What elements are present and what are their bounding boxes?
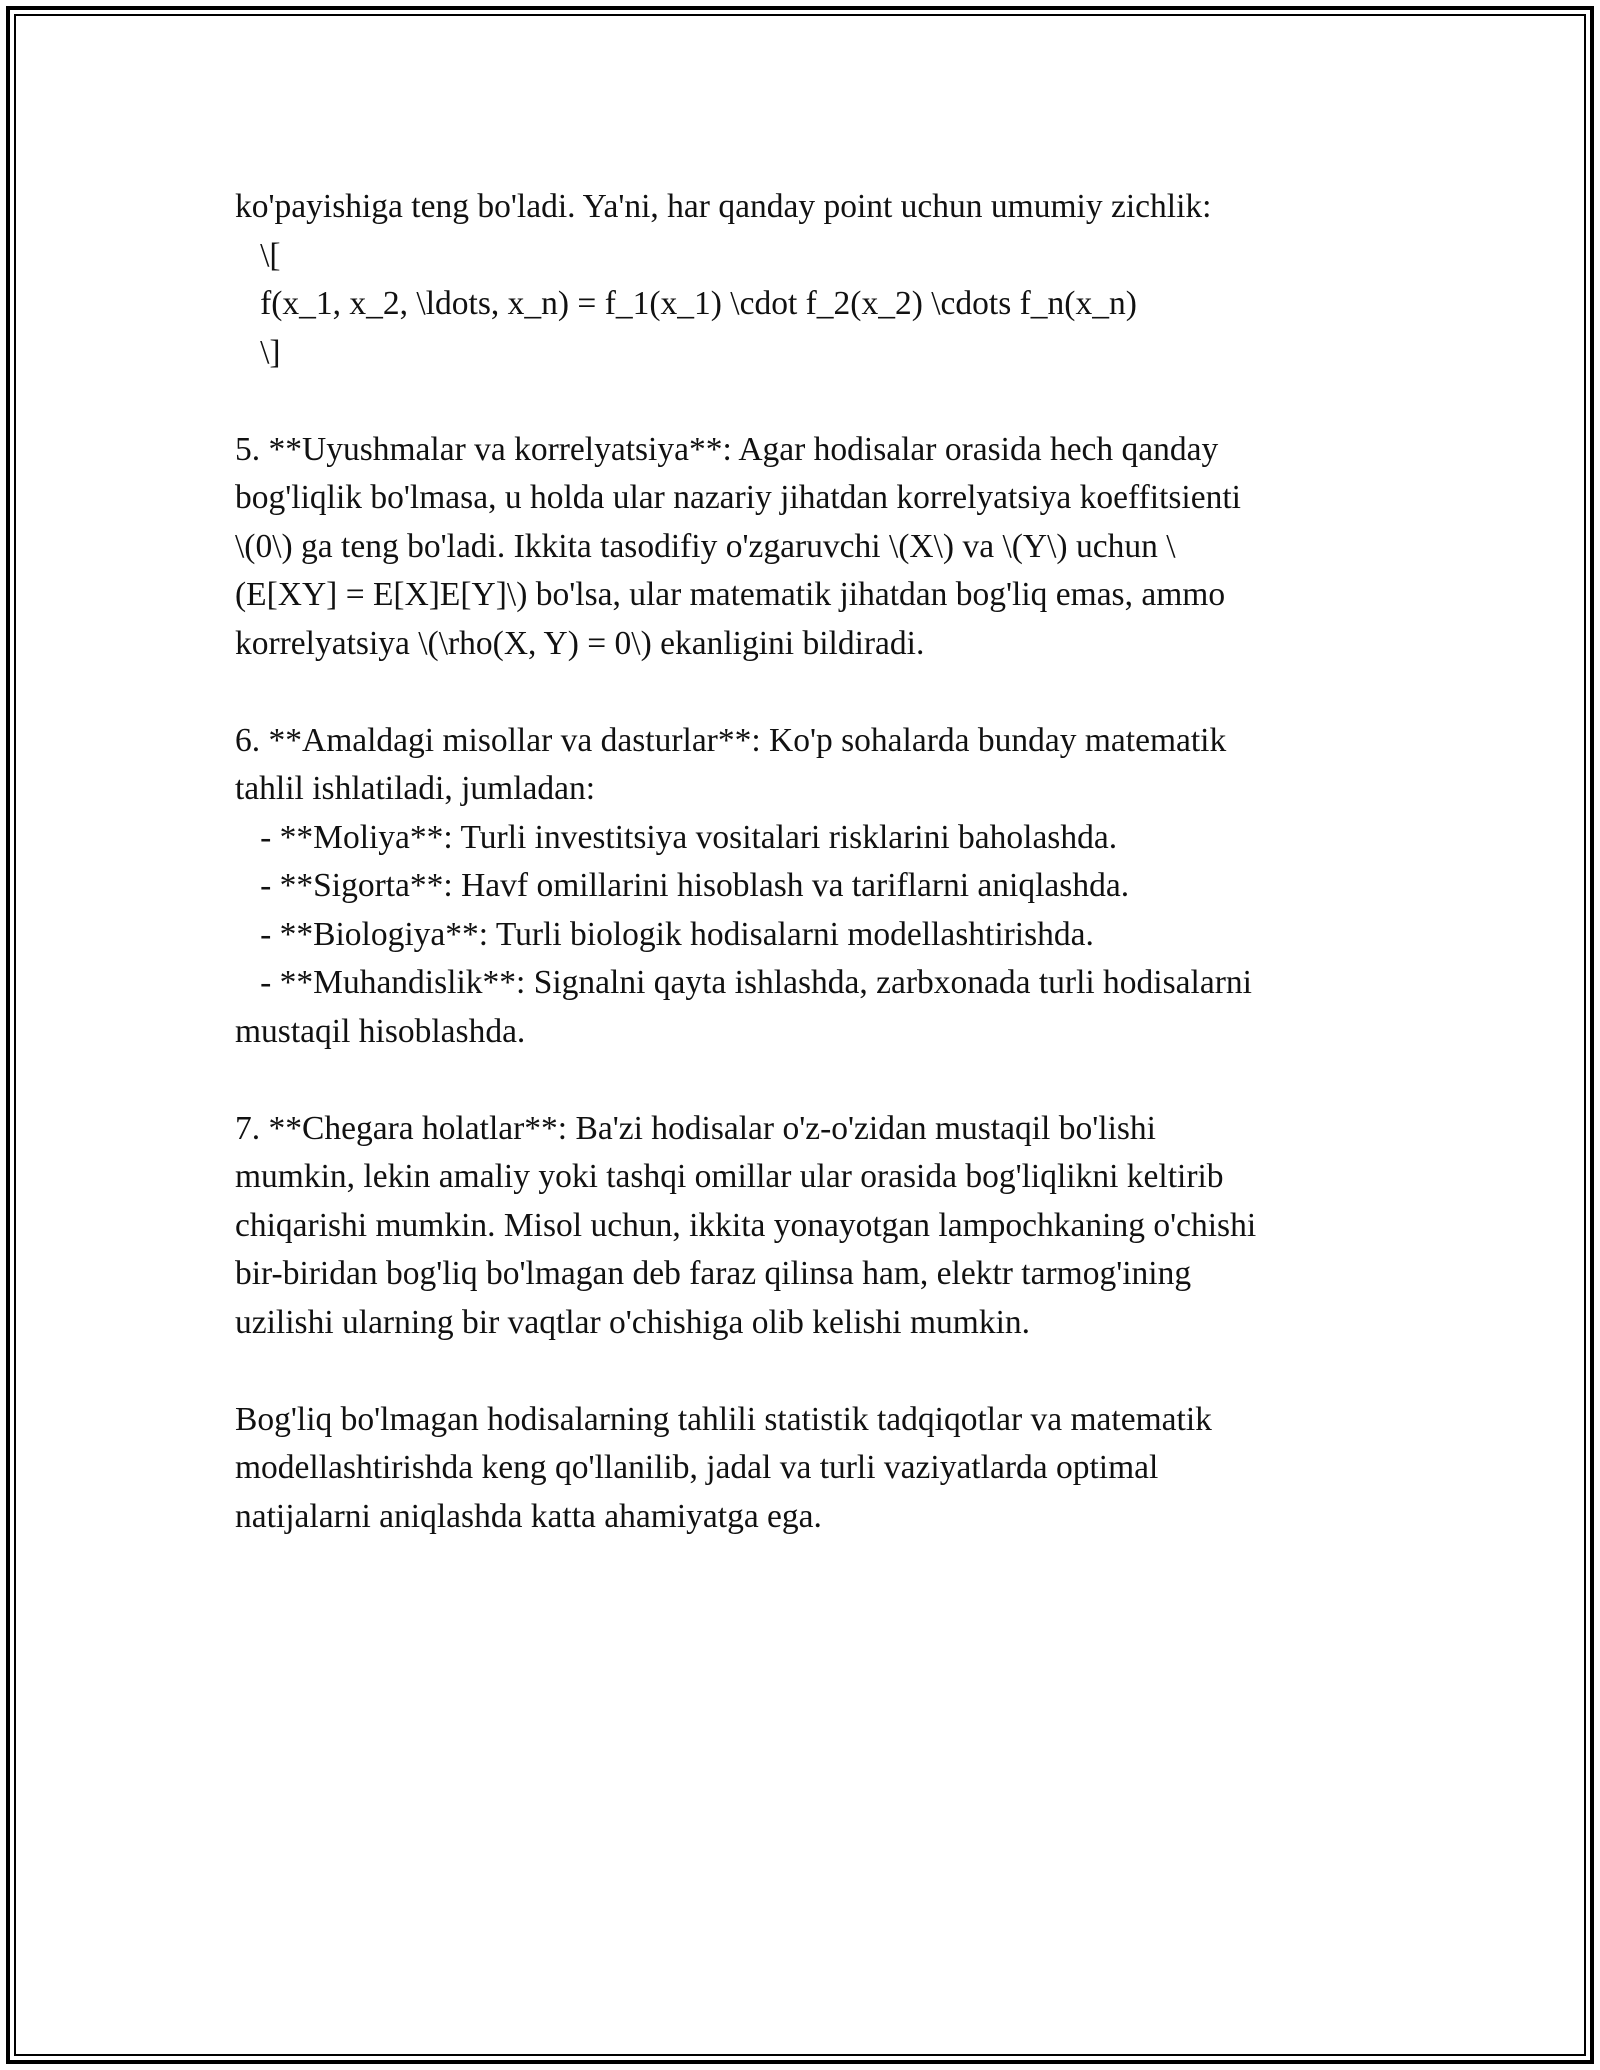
text-line: natijalarni aniqlashda katta ahamiyatga ega. (235, 1497, 822, 1535)
paragraph-spacer (235, 377, 1385, 426)
paragraph-item-7 (235, 1105, 1385, 1348)
text-line: bir-biridan bog'liq bo'lmagan deb faraz qilinsa ham, elektr tarmog'ining (235, 1255, 1192, 1292)
paragraph-spacer (235, 668, 1385, 717)
paragraph-conclusion (235, 1396, 1385, 1542)
paragraph-density-formula (235, 183, 1385, 377)
document-body (235, 183, 1385, 1541)
text-line: 5. **Uyushmalar va korrelyatsiya**: Agar hodisalar orasida hech qanday (235, 430, 1219, 468)
text-line: 7. **Chegara holatlar**: Ba'zi hodisalar o'z-o'zidan mustaqil bo'lishi (235, 1109, 1156, 1147)
list-item: - **Biologiya**: Turli biologik hodisalarni modellashtirishda. (235, 915, 1094, 953)
text-line: \(0\) ga teng bo'ladi. Ikkita tasodifiy o'zgaruvchi \(X\) va \(Y\) uchun \ (235, 527, 1176, 565)
formula-line: \[ (235, 236, 281, 274)
text-line: (E[XY] = E[X]E[Y]\) bo'lsa, ular matematik jihatdan bog'liq emas, ammo (235, 576, 1226, 613)
formula-line: \] (235, 333, 281, 371)
text-line: mustaqil hisoblashda. (235, 1012, 526, 1050)
text-line: mumkin, lekin amaliy yoki tashqi omillar ular orasida bog'liqlikni keltirib (235, 1158, 1224, 1195)
list-item: - **Moliya**: Turli investitsiya vositalari risklarini baholashda. (235, 818, 1118, 856)
text-line: tahlil ishlatiladi, jumladan: (235, 770, 596, 807)
paragraph-spacer (235, 1347, 1385, 1396)
paragraph-spacer (235, 1056, 1385, 1105)
formula-line: f(x_1, x_2, \ldots, x_n) = f_1(x_1) \cdot f_2(x_2) \cdots f_n(x_n) (235, 285, 1137, 322)
text-line: uzilishi ularning bir vaqtlar o'chishiga olib kelishi mumkin. (235, 1303, 1031, 1341)
text-line: korrelyatsiya \(\rho(X, Y) = 0\) ekanligini bildiradi. (235, 624, 925, 662)
text-line: bog'liqlik bo'lmasa, u holda ular nazariy jihatdan korrelyatsiya koeffitsienti (235, 479, 1241, 516)
text-line: chiqarishi mumkin. Misol uchun, ikkita yonayotgan lampochkaning o'chishi (235, 1206, 1257, 1244)
list-item: - **Muhandislik**: Signalni qayta ishlashda, zarbxonada turli hodisalarni (235, 964, 1252, 1001)
text-line: modellashtirishda keng qo'llanilib, jadal va turli vaziyatlarda optimal (235, 1449, 1159, 1486)
text-line: 6. **Amaldagi misollar va dasturlar**: Ko'p sohalarda bunday matematik (235, 721, 1227, 759)
paragraph-item-5 (235, 426, 1385, 669)
paragraph-item-6 (235, 717, 1385, 1057)
list-item: - **Sigorta**: Havf omillarini hisoblash va tariflarni aniqlashda. (235, 867, 1130, 904)
text-line: ko'payishiga teng bo'ladi. Ya'ni, har qanday point uchun umumiy zichlik: (235, 188, 1212, 225)
text-line: Bog'liq bo'lmagan hodisalarning tahlili statistik tadqiqotlar va matematik (235, 1400, 1212, 1438)
